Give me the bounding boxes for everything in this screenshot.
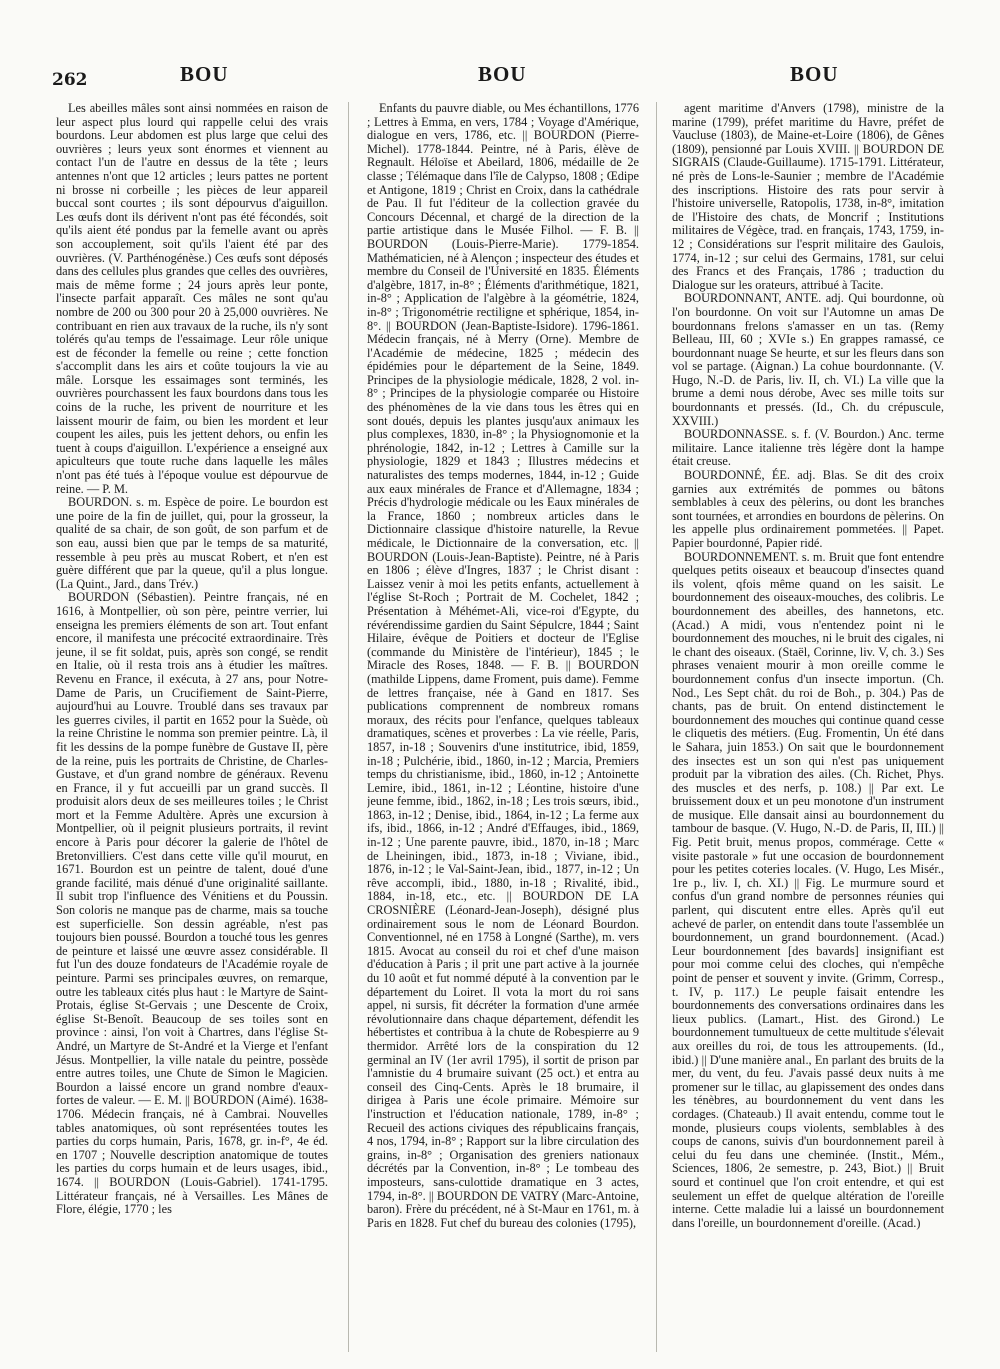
text-column-2 [367, 102, 639, 1352]
column-divider [656, 102, 657, 1352]
entry-paragraph: agent maritime d'Anvers (1798), ministre de la marine (1799), préfet maritime du Havre, préfet de Vaucluse (1803), de Maine-et-Loire (1806), de Gênes (1809), pensionné par Louis XVIII. || BOURDON DE SIGRAIS (Claude-Guillaume). 1715-1791. Littérateur, né près de Lons-le-Saunier ; membre de l'Académie des inscriptions. Histoire des rats pour servir à l'histoire universelle, Ratopolis, 1738, in-8°, imitation de l'Histoire des chats, de Moncrif ; Institutions militaires de Végèce, trad. en français, 1743, 1759, in-12 ; Considérations sur l'esprit militaire des Gaulois, 1774, in-12 ; sur celui des Germains, 1781, sur celui des Francs et des Français, 1786 ; traduction du Dialogue sur les orateurs, attribué à Tacite. [672, 102, 944, 292]
running-head-center: BOU [478, 62, 527, 86]
entry-paragraph: BOURDONNÉ, ÉE. adj. Blas. Se dit des croix garnies aux extrémités de pommes ou bâtons semblables à ceux des pèlerins, ou dont les branches sont tournées, et arrondies en bourdons de pèlerins. On les appelle plus ordinairement pommetées. || Papet. Papier bourdonné, Papier ridé. [672, 468, 944, 550]
text-column-3 [672, 102, 944, 1352]
running-head-left: BOU [180, 62, 229, 86]
entry-paragraph: BOURDONNASSE. s. f. (V. Bourdon.) Anc. terme militaire. Lance italienne très légère dont la hampe était creuse. [672, 427, 944, 469]
page-number: 262 [52, 70, 88, 90]
running-head-right: BOU [790, 62, 839, 86]
page-header [0, 0, 1000, 100]
entry-paragraph: BOURDON. s. m. Espèce de poire. Le bourdon est une poire de la fin de juillet, qui, pour la grosseur, la qualité de sa chair, de son goût, de son parfum et de son eau, aussi bien que par le temps de sa maturité, ressemble à peu près au muscat Robert, et n'en est guère différent que par la queue, qu'il a plus longue. (La Quint., Jard., dans Trév.) [56, 495, 328, 591]
entry-paragraph: BOURDONNEMENT. s. m. Bruit que font entendre quelques petits oiseaux et beaucoup d'insectes quand ils volent, qfois même quand on les saisit. Le bourdonnement des oiseaux-mouches, des colibris. Le bourdonnement des abeilles, des hannetons, etc. (Acad.) A midi, vous n'entendez point ni le bourdonnement des mouches, ni le bruit des cigales, ni le chant des oiseaux. (Staël, Corinne, liv. V, ch. 3.) Ses phrases venaient mourir à mon oreille comme le bourdonnement confus d'un insecte importun. (Ch. Nod., Les Sept chât. du roi de Boh., p. 304.) Pas de chants, pas de bruit. On entend distinctement le bourdonnement des mouches qui continue quand cesse le cliquetis des métiers. (Eug. Fromentin, Un été dans le Sahara, juin 1853.) On sait que le bourdonnement des insectes est un son qui n'est pas uniquement produit par la vibration des ailes. (Ch. Richet, Phys. des muscles et des nerfs, p. 108.) || Par ext. Le bruissement doux et un peu monotone d'un instrument de musique. Elle dansait ainsi au bourdonnement du tambour de basque. (V. Hugo, N.-D. de Paris, II, III.) || Fig. Petit bruit, menus propos, commérage. Cette « visite pastorale » fut une occasion de bourdonnement pour les petites coteries locales. (V. Hugo, Les Misér., 1re p., liv. I, ch. XI.) || Fig. Le murmure sourd et confus d'un grand nombre de personnes réunies qui parlent, qui discutent entre elles. Après qu'il eut achevé de parler, on entendit dans toute l'assemblée un bourdonnement, un grand bourdonnement. (Acad.) Leur bourdonnement [des bavards] insignifiant est pour moi comme celui des cloches, qui n'empêche point de penser et souvent y invite. (Grimm, Corresp., t. IV, p. 117.) Le peuple faisait entendre les bourdonnements des conversations ordinaires dans les lieux publics. (Lamart., Hist. des Girond.) Le bourdonnement tumultueux de cette multitude s'élevait aux oreilles du roi, de tous les attroupements. (Id., ibid.) || D'une manière anal., En parlant des bruits de la mer, du vent, du feu. J'avais passé deux nuits à me promener sur le tillac, au glapissement des ondes dans les ténèbres, au bourdonnement du vent dans les cordages. (Chateaub.) Il avait entendu, comme tout le monde, plusieurs coups violents, semblables à des coups de canons, suivis d'un bourdonnement pareil à celui du feu dans une cheminée. (Instit., Mém., Sciences, 1806, 2e semestre, p. 243, Biot.) || Bruit sourd et continuel que l'on croit entendre, et qui est seulement un effet de quelque altération de l'oreille interne. Cette maladie lui a laissé un bourdonnement dans l'oreille, un bourdonnement d'oreille. (Acad.) [672, 549, 944, 1230]
column-divider [348, 102, 349, 1352]
entry-paragraph: BOURDON (Sébastien). Peintre français, né en 1616, à Montpellier, où son père, peintre verrier, lui enseigna les premiers éléments de son art. Tout enfant encore, il manifesta une précocité extraordinaire. Très jeune, il se fit soldat, puis, après son congé, se rendit en Italie, où il resta trois ans à étudier les maîtres. Revenu en France, il exécuta, à 27 ans, pour Notre-Dame de Paris, un Crucifiement de Saint-Pierre, aujourd'hui au Louvre. Troublé dans ses travaux par les guerres civiles, il partit en 1652 pour la Suède, où la reine Christine le nomma son premier peintre. Là, il fit les dessins de la pompe funèbre de Gustave II, père de la reine, puis les portraits de Christine, de Charles-Gustave, et d'un grand nombre de généraux. Revenu en France, il y fut accueilli par un grand succès. Il produisit alors deux de ses meilleures toiles ; le Christ mort et la Femme Adultère. Après une excursion à Montpellier, où il peignit plusieurs portraits, il revint encore à Paris pour décorer la galerie de l'hôtel de Bretonvilliers. C'est dans cette ville qu'il mourut, en 1671. Bourdon est un peintre de talent, doué d'une grande facilité, mais dénué d'une originalité saillante. Il subit trop l'influence des Vénitiens et du Poussin. Son coloris ne manque pas de charme, mais sa touche est superficielle. Son dessin agréable, n'est pas toujours bien poussé. Bourdon a touché tous les genres de peinture et laissé une œuvre assez considérable. Il fut l'un des douze fondateurs de l'Académie royale de peinture. Parmi ses principales œuvres, on remarque, outre les tableaux cités plus haut : le Martyre de Saint-Protais, église St-Gervais ; une Descente de Croix, église St-Benoît. Beaucoup de ses toiles sont en province : ainsi, l'on voit à Chartres, dans l'église St-André, un Martyre de St-André et la Vierge et l'enfant Jésus. Montpellier, la ville natale du peintre, possède entre autres toiles, une Chute de Simon le Magicien. Bourdon a laissé encore un grand nombre d'eaux-fortes de valeur. — E. M. || BOURDON (Aimé). 1638-1706. Médecin français, né à Cambrai. Nouvelles tables anatomiques, où sont représentées toutes les parties du corps humain, Paris, 1678, gr. in-f°, 4e éd. en 1707 ; Nouvelle description anatomique de toutes les parties du corps humain et de leurs usages, ibid., 1674. || BOURDON (Louis-Gabriel). 1741-1795. Littérateur français, né à Versailles. Les Mânes de Flore, élégie, 1770 ; les [56, 590, 328, 1217]
entry-paragraph: Enfants du pauvre diable, ou Mes échantillons, 1776 ; Lettres à Emma, en vers, 1784 ; Voyage d'Amérique, dialogue en vers, 1786, etc. || BOURDON (Pierre-Michel). 1778-1844. Peintre, né à Paris, élève de Regnault. Héloïse et Abeilard, 1806, médaille de 2e classe ; Télémaque dans l'île de Calypso, 1808 ; Œdipe et Antigone, 1819 ; Christ en Croix, dans la cathédrale de Pau. Il fut l'éditeur de la collection gravée du Concours Décennal, et chargé de la direction de la partie artistique dans le Musée Filhol. — F. B. || BOURDON (Louis-Pierre-Marie). 1779-1854. Mathématicien, né à Alençon ; inspecteur des études et membre du Conseil de l'Université en 1835. Éléments d'algèbre, 1817, in-8° ; Éléments d'arithmétique, 1821, in-8° ; Application de l'algèbre à la géométrie, 1824, in-8° ; Trigonométrie rectiligne et sphérique, 1854, in-8°. || BOURDON (Jean-Baptiste-Isidore). 1796-1861. Médecin français, né à Merry (Orne). Membre de l'Académie de médecine, 1825 ; médecin des épidémies pour le département de la Seine, 1849. Principes de la physiologie médicale, 1828, 2 vol. in-8° ; Principes de la physiologie comparée ou Histoire des phénomènes de la vie dans tous les êtres qui en sont doués, depuis les plantes jusqu'aux animaux les plus complexes, 1830, in-8° ; la Physiognomonie et la phrénologie, 1842, in-12 ; Lettres à Camille sur la physiologie, 1829 et 1843 ; Illustres médecins et naturalistes des temps modernes, 1844, in-12 ; Guide aux eaux minérales de France et d'Allemagne, 1834 ; Précis d'hydrologie médicale ou les Eaux minérales de la France, 1860 ; nombreux articles dans le Dictionnaire classique d'histoire naturelle, la Revue médicale, le Dictionnaire de la conversation, etc. || BOURDON (Louis-Jean-Baptiste). Peintre, né à Paris en 1806 ; élève d'Ingres, 1837 ; le Christ disant : Laissez venir à moi les petits enfants, actuellement à l'église St-Roch ; Portrait de M. Cochelet, 1842 ; Présentation à Méhémet-Ali, vice-roi d'Egypte, du révérendissime gardien du Saint Sépulcre, 1844 ; Saint Hilaire, évêque de Poitiers et docteur de l'Eglise (commande du Ministère de l'intérieur), 1845 ; le Miracle des Roses, 1848. — F. B. || BOURDON (mathilde Lippens, dame Froment, puis dame). Femme de lettres française, née à Gand en 1817. Ses publications comprennent de nombreux romans moraux, des récits pour l'enfance, quelques tableaux dramatiques, scènes et proverbes : La vie réelle, Paris, 1857, in-18 ; Souvenirs d'une institutrice, ibid, 1859, in-18 ; Pulchérie, ibid., 1860, in-12 ; Marcia, Premiers temps du christianisme, ibid., 1860, in-12 ; Antoinette Lemire, ibid., 1861, in-12 ; Léontine, histoire d'une jeune femme, ibid., 1862, in-18 ; Les trois sœurs, ibid., 1863, in-12 ; Denise, ibid., 1864, in-12 ; La ferme aux ifs, ibid., 1866, in-12 ; André d'Effauges, ibid., 1869, in-12 ; Une parente pauvre, ibid., 1870, in-18 ; Marc de Lheiningen, ibid., 1873, in-18 ; Viviane, ibid., 1876, in-12 ; le Val-Saint-Jean, ibid., 1877, in-12 ; Un rêve accompli, ibid., 1880, in-18 ; Rivalité, ibid., 1884, in-18, etc., etc. || BOURDON DE LA CROSNIÈRE (Léonard-Jean-Joseph), désigné plus ordinairement sous le nom de Léonard Bourdon. Conventionnel, né en 1758 à Longné (Sarthe), m. vers 1815. Avocat au conseil du roi et chef d'une maison d'éducation à Paris ; il prit une part active à la journée du 10 août et fut nommé député à la convention par le département du Loiret. Il vota la mort du roi sans appel, ni sursis, fit décréter la formation d'une armée révolutionnaire dans chaque département, défendit les hébertistes et contribua à la chute de Robespierre au 9 thermidor. Arrêté lors de la conspiration du 12 germinal an IV (1er avril 1795), il sortit de prison par l'amnistie du 4 brumaire suivant (25 oct.) et entra au conseil des Cinq-Cents. Après le 18 brumaire, il dirigea à Paris une école primaire. Mémoire sur l'instruction et l'éducation nationale, 1789, in-8° ; Recueil des actions civiques des républicains français, 4 nos, 1794, in-8° ; Rapport sur la libre circulation des grains, in-8° ; Organisation des greniers nationaux décrétés par la Convention, in-8° ; Le tombeau des imposteurs, sans-culottide dramatique en 3 actes, 1794, in-8°. || BOURDON DE VATRY (Marc-Antoine, baron). Frère du précédent, né à St-Maur en 1761, m. à Paris en 1828. Fut chef du bureau des colonies (1795), [367, 102, 639, 1230]
text-column-1 [56, 102, 328, 1352]
entry-paragraph: BOURDONNANT, ANTE. adj. Qui bourdonne, où l'on bourdonne. On voit sur l'Automne un amas De bourdonnans frelons s'amasser en un tas. (Remy Belleau, III, 60 ; XVIe s.) En grappes ramassé, ce bourdonnant nuage Se heurte, et sur les fleurs dans son vol se partage. (Aignan.) La cohue bourdonnante. (V. Hugo, N.-D. de Paris, liv. II, ch. VI.) La ville que la brume a demi nous dérobe, Avec ses mille toits sur bourdonnants et pressés. (Id., Ch. du crépuscule, XXVIII.) [672, 291, 944, 428]
entry-paragraph: Les abeilles mâles sont ainsi nommées en raison de leur aspect plus lourd qui rappelle celui des vrais bourdons. Leur abdomen est plus large que celui des ouvrières ; leurs yeux sont énormes et viennent au contact l'un de l'autre en dessus de la tête ; leurs antennes n'ont que 12 articles ; leurs pattes ne portent ni brosse ni corbeille ; les pièces de leur appareil buccal sont courtes ; ils sont dépourvus d'aiguillon. Les œufs dont ils dérivent n'ont pas été fécondés, soit qu'ils aient été pondus par la femelle avant ou après son accouplement, soit qu'ils l'aient été par des ouvrières. (V. Parthénogénèse.) Ces œufs sont déposés dans des cellules plus grandes que celles des ouvrières, mais de même forme ; 24 jours après leur ponte, l'insecte parfait apparaît. Ces mâles ne sont qu'au nombre de 200 ou 300 pour 20 à 25,000 ouvrières. Ne contribuant en rien aux travaux de la ruche, ils n'y sont tolérés qu'au temps de l'essaimage. Leur rôle unique est de féconder la femelle ou reine ; cette fonction s'accomplit dans les airs et coûte toujours la vie au mâle. Lorsque les essaimages sont terminés, les ouvrières pourchassent les faux bourdons dans tous les coins de la ruche, les privent de nourriture et les laissent mourir de faim, ou bien les mordent et leur coupent les ailes, puis les jettent dehors, ou enfin les tuent à coups d'aiguillon. L'expérience a enseigné aux apiculteurs que toute ruche dans laquelle les mâles n'ont pas été tués à l'époque voulue est dépourvue de reine. — P. M. [56, 102, 328, 496]
